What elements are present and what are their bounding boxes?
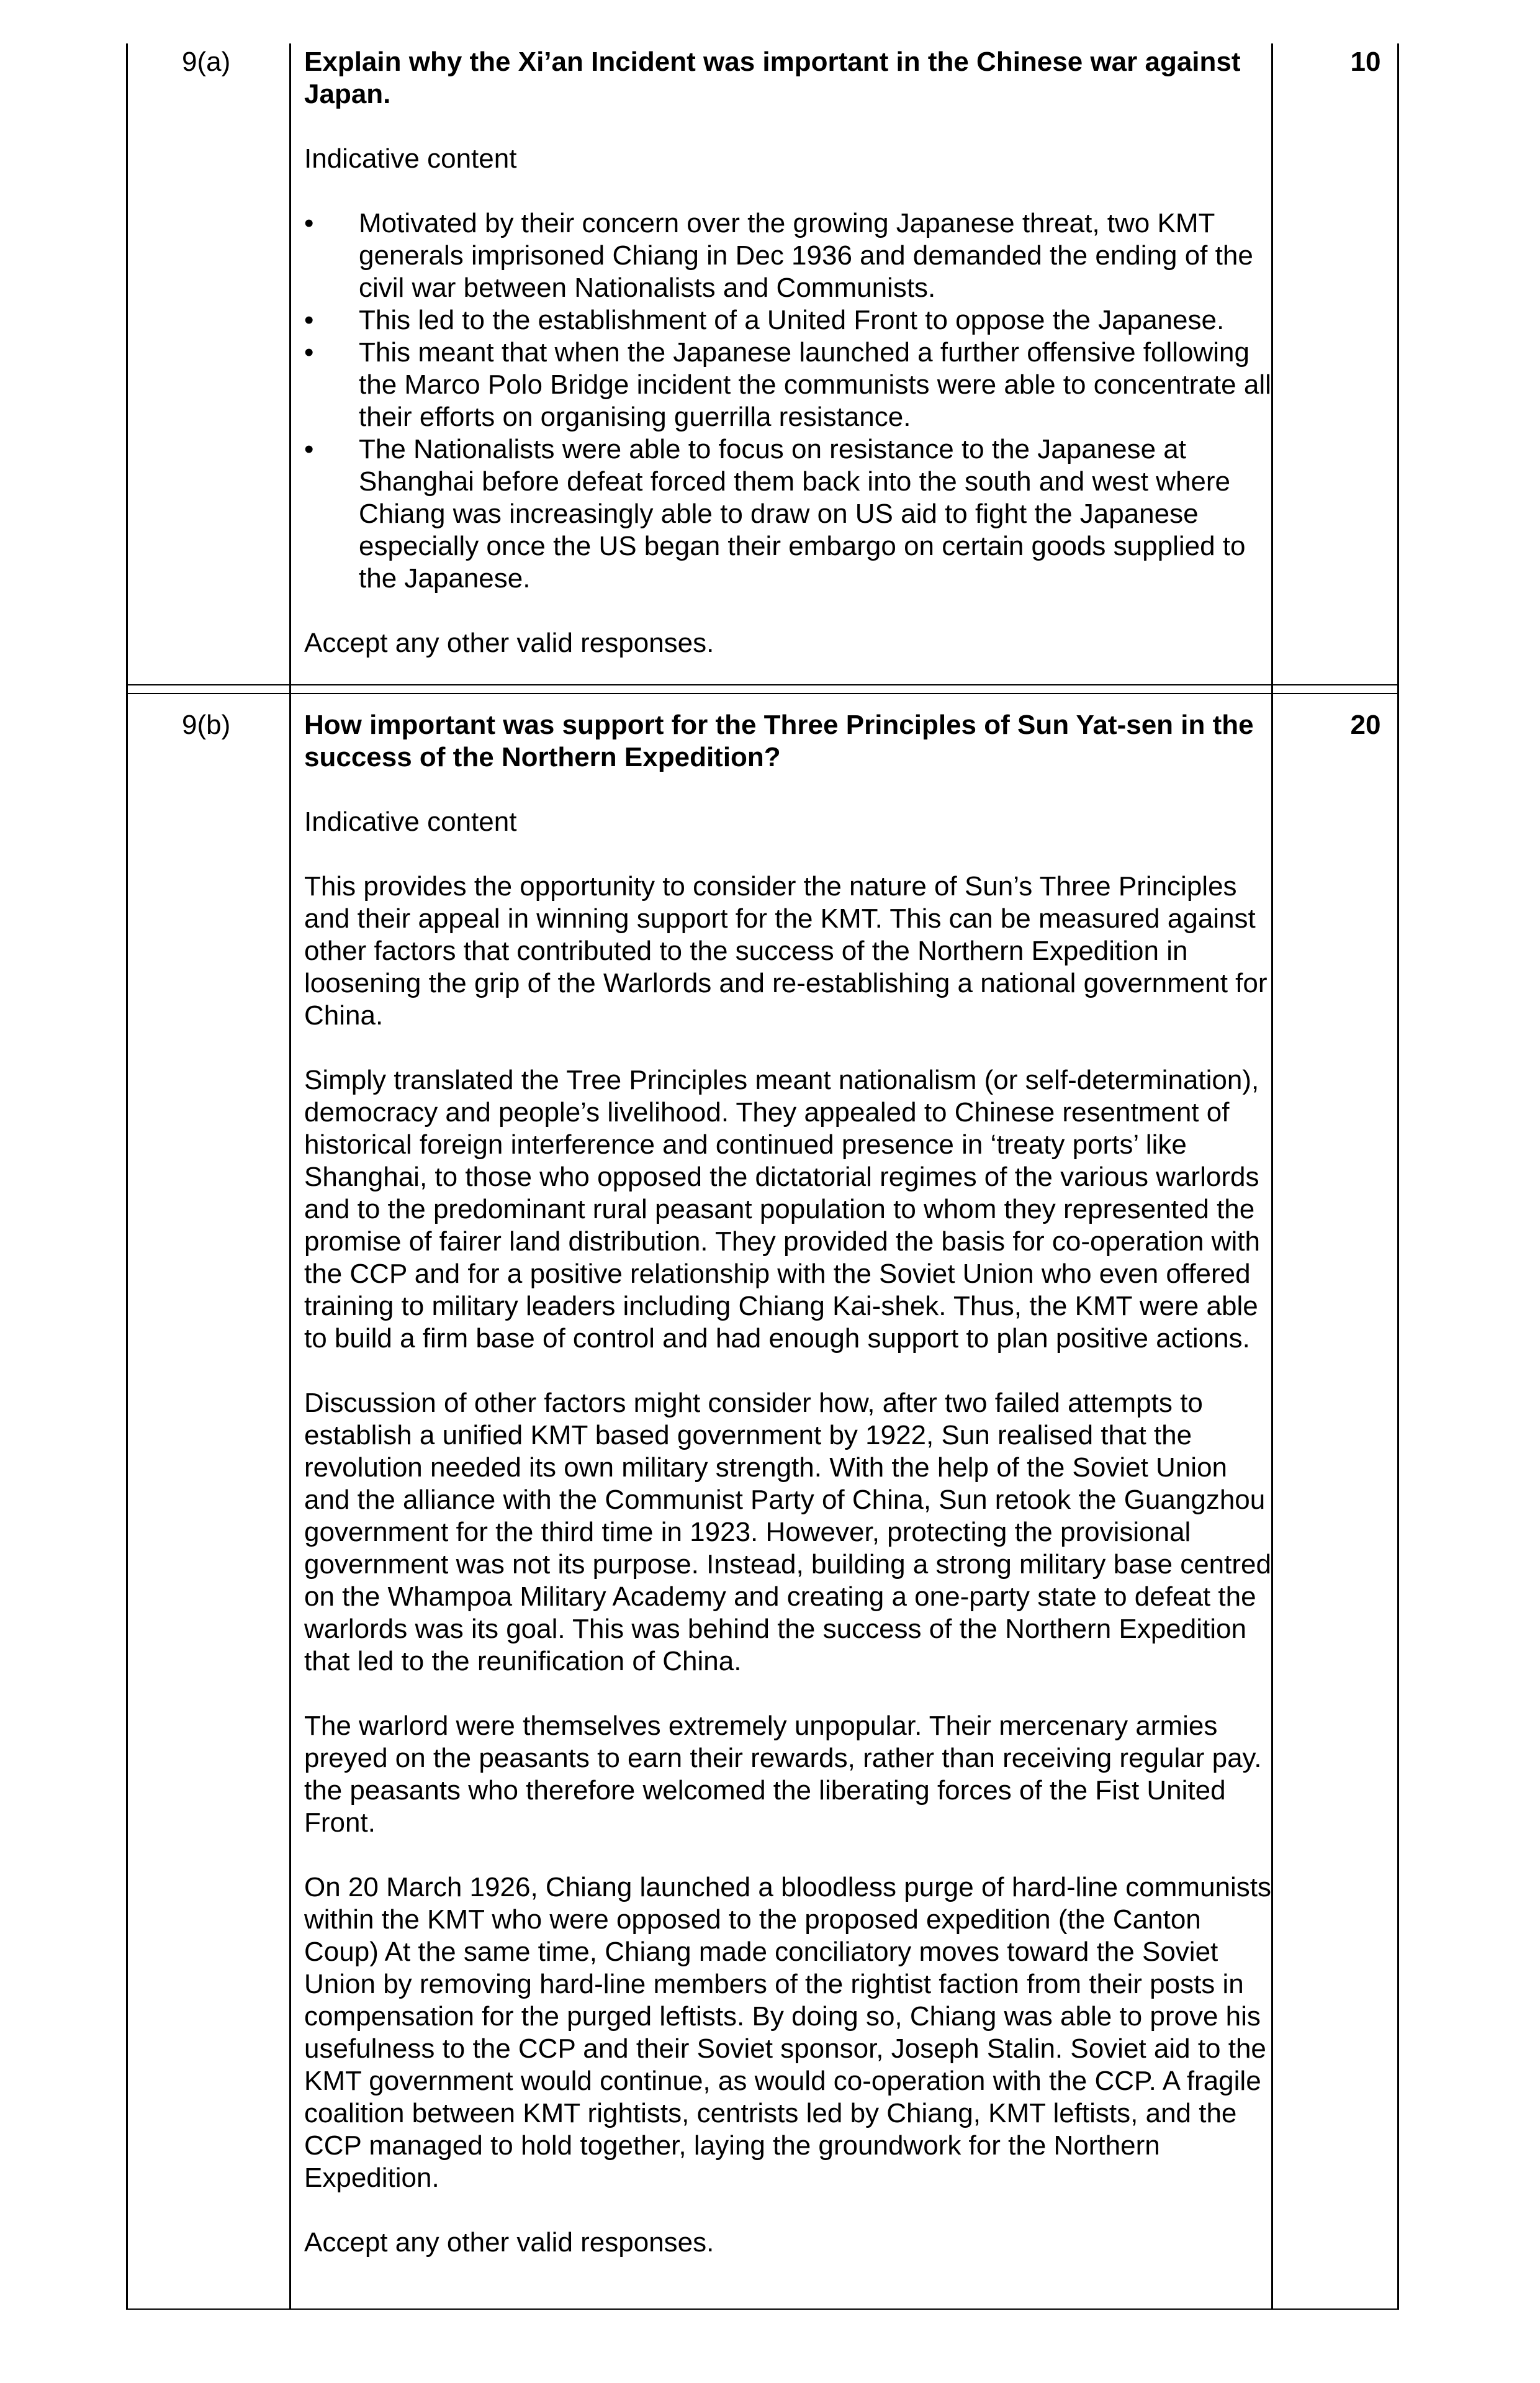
- paragraph: On 20 March 1926, Chiang launched a bloodless purge of hard-line communists within the KMT who were opposed to the proposed expedition (the Canton Coup) At the same time, Chiang made conciliatory moves toward the Soviet Union by removing hard-line members of the rightist faction from their posts in compensation for the purged leftists. By doing so, Chiang was able to prove his usefulness to the CCP and their Soviet sponsor, Joseph Stalin. Soviet aid to the KMT government would continue, as would co-operation with the CCP. A fragile coalition between KMT rightists, centrists led by Chiang, KMT leftists, and the CCP managed to hold together, laying the groundwork for the Northern Expedition.: [304, 1872, 1272, 2193]
- row-divider-bottom: [126, 693, 1399, 694]
- question-9b-content: [304, 709, 1272, 2259]
- list-item: • Motivated by their concern over the growing Japanese threat, two KMT generals imprisoned Chiang in Dec 1936 and demanded the ending of the civil war between Nationalists and Communists.: [304, 208, 1253, 303]
- list-item: • The Nationalists were able to focus on resistance to the Japanese at Shanghai before defeat forced them back into the south and west where Chiang was increasingly able to draw on US aid to fight the Japanese especially once the US began their embargo on certain goods supplied to the Japanese.: [304, 434, 1246, 594]
- table-border-right: [1397, 43, 1399, 2310]
- accept-note-9b: Accept any other valid responses.: [304, 2227, 714, 2258]
- list-item: • This meant that when the Japanese launched a further offensive following the Marco Polo Bridge incident the communists were able to concentrate all their efforts on organising guerrilla resistance.: [304, 337, 1271, 432]
- indicative-label-9b: Indicative content: [304, 807, 517, 837]
- question-title-9a: Explain why the Xi’an Incident was important in the Chinese war against Japan.: [304, 47, 1241, 109]
- bullet-symbol: •: [304, 305, 314, 335]
- paragraph: Simply translated the Tree Principles meant nationalism (or self-determination), democracy and people’s livelihood. They appealed to Chinese resentment of historical foreign interference and continued presence in ‘treaty ports’ like Shanghai, to those who opposed the dictatorial regimes of the various warlords and to the predominant rural peasant population to whom they represented the promise of fairer land distribution. They provided the basis for co-operation with the CCP and for a positive relationship with the Soviet Union who even offered training to military leaders including Chiang Kai-shek. Thus, the KMT were able to build a firm base of control and had enough support to plan positive actions.: [304, 1065, 1260, 1354]
- table-border-bottom: [126, 2308, 1399, 2310]
- question-number-9b: 9(b): [182, 710, 231, 740]
- question-number-9a: 9(a): [182, 47, 231, 77]
- question-title-9b: How important was support for the Three Principles of Sun Yat-sen in the success of the Northern Expedition?: [304, 710, 1254, 772]
- row-divider-top: [126, 684, 1399, 685]
- bullet-symbol: •: [304, 434, 314, 464]
- indicative-label-9a: Indicative content: [304, 143, 517, 174]
- bullet-list-9a: [304, 207, 1272, 595]
- question-9a-content: [304, 46, 1272, 659]
- paragraph: The warlord were themselves extremely unpopular. Their mercenary armies preyed on the peasants to earn their rewards, rather than receiving regular pay. the peasants who therefore welcomed the liberating forces of the Fist United Front.: [304, 1711, 1262, 1838]
- bullet-symbol: •: [304, 208, 314, 238]
- table-border-left: [126, 43, 128, 2310]
- paragraph: Discussion of other factors might consider how, after two failed attempts to establish a unified KMT based government by 1922, Sun realised that the revolution needed its own military strength. With the help of the Soviet Union and the alliance with the Communist Party of China, Sun retook the Guangzhou government for the third time in 1923. However, protecting the provisional government was not its purpose. Instead, building a strong military base centred on the Whampoa Military Academy and creating a one-party state to defeat the warlords was its goal. This was behind the success of the Northern Expedition that led to the reunification of China.: [304, 1388, 1271, 1676]
- bullet-symbol: •: [304, 337, 314, 368]
- accept-note-9a: Accept any other valid responses.: [304, 628, 714, 658]
- list-item: • This led to the establishment of a United Front to oppose the Japanese.: [304, 305, 1225, 335]
- table-border-col1: [289, 43, 291, 2310]
- marks-9a: 10: [1350, 47, 1381, 77]
- marks-9b: 20: [1350, 710, 1381, 740]
- paragraph: This provides the opportunity to consider the nature of Sun’s Three Principles and their appeal in winning support for the KMT. This can be measured against other factors that contributed to the success of the Northern Expedition in loosening the grip of the Warlords and re-establishing a national government for China.: [304, 871, 1268, 1031]
